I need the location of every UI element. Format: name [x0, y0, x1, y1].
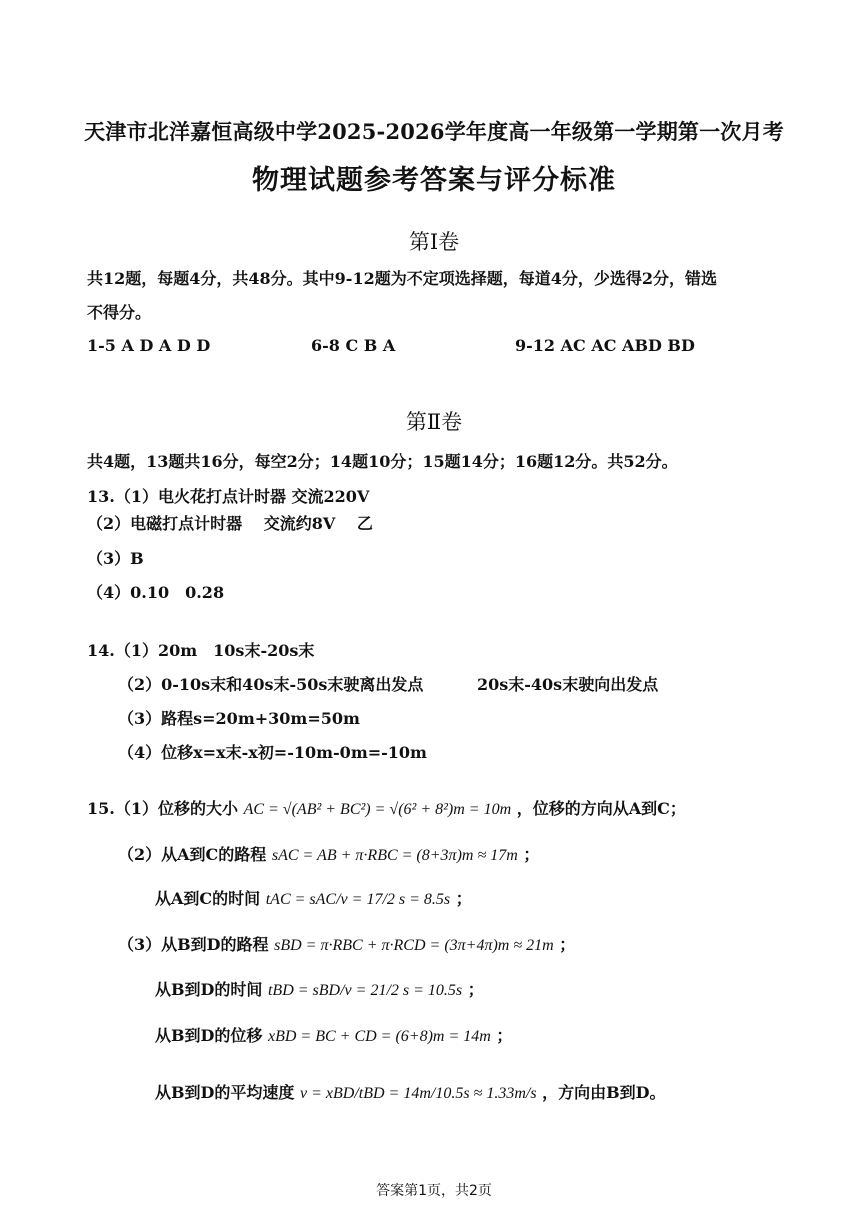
q15-line3 [155, 886, 472, 909]
q15-l3-suffix: ； [455, 889, 472, 908]
answers-9-12: 9-12 AC AC ABD BD [515, 336, 695, 355]
q15-l2-prefix: （2）从A到C的路程 [118, 845, 267, 864]
q13-line1: 13.（1）电火花打点计时器 交流220V [87, 487, 370, 506]
q15-l4-suffix: ； [559, 935, 576, 954]
q14-line4: （4）位移x=x末-x初=-10m-0m=-10m [118, 743, 427, 762]
q15-l3-prefix: 从A到C的时间 [155, 889, 261, 908]
q15-l4-formula: sBD = π·RBC + π·RCD = (3π+4π)m ≈ 21m [274, 937, 554, 954]
part2-instructions: 共4题，13题共16分，每空2分；14题10分；15题14分；16题12分。共52分。 [87, 452, 678, 471]
q13-line2: （2）电磁打点计时器 交流约8V 乙 [87, 514, 373, 533]
part1-instructions-line1: 共12题，每题4分，共48分。其中9-12题为不定项选择题，每道4分，少选得2分，错选 [87, 269, 717, 288]
q15-l5-suffix: ； [467, 980, 484, 999]
q15-l2-suffix: ； [523, 845, 540, 864]
q15-l7-formula: v = xBD/tBD = 14m/10.5s ≈ 1.33m/s [299, 1085, 537, 1102]
part1-instructions-line2: 不得分。 [87, 303, 152, 322]
q15-line1 [87, 796, 686, 819]
q15-l1-suffix: ，位移的方向从A到C； [516, 799, 686, 818]
q13-line4: （4）0.10 0.28 [87, 583, 225, 602]
q15-line6 [155, 1023, 512, 1046]
q15-line7 [155, 1080, 666, 1103]
q15-l5-prefix: 从B到D的时间 [155, 980, 263, 999]
q15-l4-prefix: （3）从B到D的路程 [118, 935, 269, 954]
q15-line2 [118, 842, 539, 865]
q15-l5-formula: tBD = sBD/v = 21/2 s = 10.5s [267, 982, 463, 999]
q15-line4 [118, 932, 575, 955]
q15-l1-formula: AC = √(AB² + BC²) = √(6² + 8²)m = 10m [243, 801, 512, 818]
q14-line3: （3）路程s=20m+30m=50m [118, 709, 360, 728]
part1-heading: 第Ⅰ卷 [408, 230, 460, 254]
q15-l3-formula: tAC = sAC/v = 17/2 s = 8.5s [265, 891, 451, 908]
q14-line2a: （2）0-10s末和40s末-50s末驶离出发点 [118, 675, 424, 694]
part2-heading: 第Ⅱ卷 [405, 410, 463, 434]
answers-6-8: 6-8 C B A [311, 336, 396, 355]
answers-1-5: 1-5 A D A D D [87, 336, 211, 355]
q15-l1-prefix: 15.（1）位移的大小 [87, 799, 238, 818]
q15-l6-suffix: ； [496, 1026, 513, 1045]
exam-title: 天津市北洋嘉恒高级中学2025-2026学年度高一年级第一学期第一次月考 [84, 119, 784, 144]
page-footer: 答案第1页，共2页 [376, 1183, 492, 1199]
q15-l6-prefix: 从B到D的位移 [155, 1026, 263, 1045]
q15-l7-prefix: 从B到D的平均速度 [155, 1083, 295, 1102]
q15-line5 [155, 977, 484, 1000]
q15-l7-suffix: ，方向由B到D。 [542, 1083, 666, 1102]
answer-key-subtitle: 物理试题参考答案与评分标准 [252, 165, 616, 196]
q15-l6-formula: xBD = BC + CD = (6+8)m = 14m [267, 1028, 491, 1045]
q13-line3: （3）B [87, 549, 144, 568]
q14-line2b: 20s末-40s末驶向出发点 [477, 675, 659, 694]
q15-l2-formula: sAC = AB + π·RBC = (8+3π)m ≈ 17m [271, 847, 518, 864]
q14-line1: 14.（1）20m 10s末-20s末 [87, 641, 315, 660]
